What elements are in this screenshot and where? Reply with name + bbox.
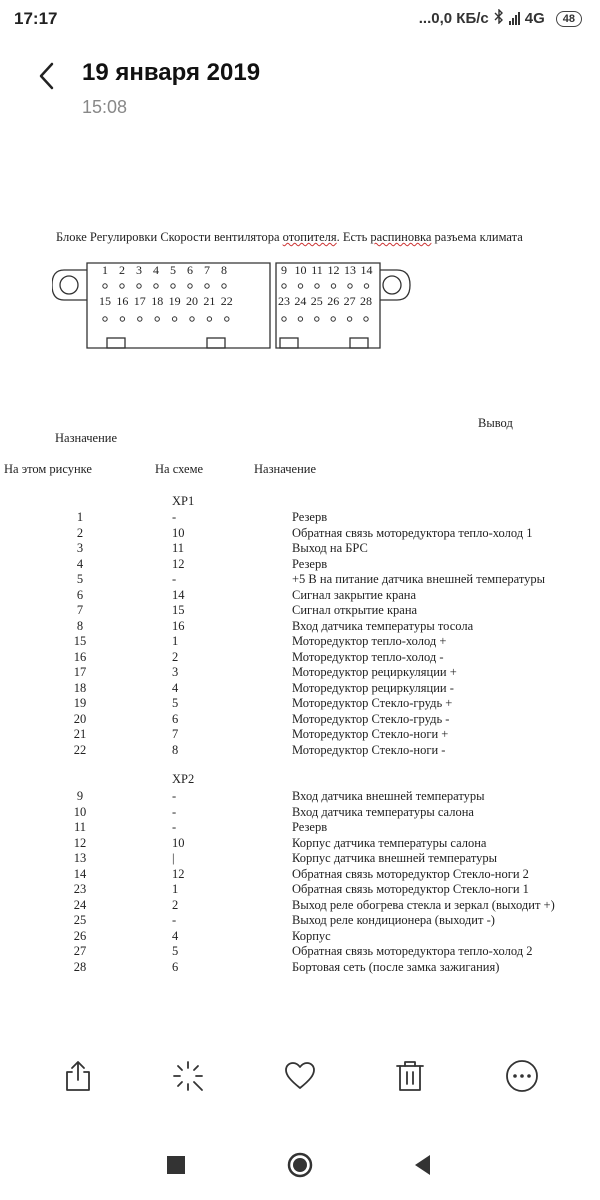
header-scheme: На схеме — [155, 462, 204, 476]
enhance-button[interactable] — [170, 1058, 206, 1094]
desc-cell: Выход реле кондиционера (выходит -) — [292, 913, 495, 927]
pin-cell: 21 — [73, 727, 87, 741]
pin-cell: 4 — [76, 556, 84, 571]
pin-dot — [315, 317, 319, 321]
table-row — [0, 510, 600, 526]
pin-cell: 13 — [73, 851, 87, 865]
table-row — [0, 836, 600, 852]
scheme-cell: - — [172, 913, 177, 927]
pin-label: 13 — [344, 263, 356, 277]
pin-cell: 8 — [76, 618, 84, 633]
share-button[interactable] — [60, 1058, 96, 1094]
pin-dot — [282, 284, 286, 288]
pin-cell: 1 — [76, 510, 84, 524]
desc-cell: Моторедуктор рециркуляции + — [292, 665, 457, 679]
scheme-cell: | — [172, 851, 175, 865]
delete-icon — [392, 1058, 428, 1094]
pin-cell: 28 — [73, 959, 87, 974]
pin-cell: 5 — [76, 572, 84, 586]
pin-cell: 18 — [73, 680, 87, 695]
pin-label: 1 — [102, 263, 108, 277]
pin-dot — [205, 284, 209, 288]
label-naznachenie: Назначение — [55, 431, 118, 445]
pin-label: 7 — [204, 263, 210, 277]
pin-dot — [103, 284, 107, 288]
desc-cell: Резерв — [292, 510, 328, 524]
pin-dot — [138, 317, 142, 321]
scheme-cell: - — [172, 510, 177, 524]
pin-label: 16 — [116, 294, 129, 308]
back-icon — [410, 1152, 436, 1178]
table-row — [0, 805, 600, 821]
table-row — [0, 681, 600, 697]
desc-cell: Вход датчика температуры салона — [292, 804, 474, 819]
pin-dot — [154, 284, 158, 288]
pin-label: 8 — [221, 263, 227, 277]
pin-label: 27 — [343, 294, 356, 308]
scheme-cell: 3 — [172, 665, 179, 679]
desc-cell: Обратная связь моторедуктора тепло-холод 2 — [292, 944, 533, 958]
table-row — [0, 526, 600, 542]
pin-dot — [364, 284, 368, 288]
pin-dot — [120, 317, 124, 321]
pin-dot — [331, 284, 335, 288]
page-title: 19 января 2019 — [82, 59, 261, 86]
pin-label: 2 — [119, 263, 125, 277]
group-xp2-label: XP2 — [172, 772, 195, 786]
scheme-cell: - — [172, 804, 177, 819]
pin-cell: 10 — [73, 804, 87, 819]
magic-icon — [170, 1058, 206, 1094]
pin-cell: 26 — [73, 928, 87, 943]
table-row — [0, 634, 600, 650]
desc-cell: Обратная связь моторедуктор Стекло-ноги 2 — [292, 866, 529, 881]
table-row — [0, 789, 600, 805]
pin-cell: 24 — [73, 897, 87, 912]
more-icon — [504, 1058, 540, 1094]
pin-dot — [298, 284, 302, 288]
table-row — [0, 929, 600, 945]
table-row — [0, 619, 600, 635]
table-row — [0, 603, 600, 619]
pin-label: 24 — [294, 294, 307, 308]
pin-dot — [207, 317, 211, 321]
scheme-cell: 2 — [172, 897, 179, 912]
scheme-cell: - — [172, 789, 177, 803]
header-purpose: Назначение — [254, 462, 317, 476]
table-header — [0, 462, 600, 478]
network-type: 4G — [524, 10, 545, 27]
desc-cell: Вход датчика внешней температуры — [292, 789, 485, 803]
pin-label: 19 — [168, 294, 181, 308]
signal-icon — [509, 12, 520, 25]
scheme-cell: 16 — [172, 618, 185, 633]
pin-cell: 11 — [73, 820, 87, 834]
header-picture: На этом рисунке — [4, 462, 92, 476]
table-row — [0, 743, 600, 759]
desc-cell: Моторедуктор Стекло-ноги + — [292, 727, 449, 741]
pin-cell: 20 — [73, 711, 87, 726]
desc-cell: Выход реле обогрева стекла и зеркал (выходит +) — [292, 897, 555, 912]
pin-dot — [222, 284, 226, 288]
page-subtitle: 15:08 — [82, 97, 128, 117]
desc-cell: Моторедуктор Стекло-грудь + — [292, 696, 453, 710]
pin-dot — [120, 284, 124, 288]
recents-button[interactable] — [163, 1152, 189, 1178]
pin-dot — [364, 317, 368, 321]
pin-dot — [172, 317, 176, 321]
pin-cell: 25 — [73, 913, 87, 927]
table-row — [0, 944, 600, 960]
bottom-toolbar — [0, 1050, 600, 1100]
table-row — [0, 572, 600, 588]
pin-label: 23 — [278, 294, 290, 308]
pin-dot — [171, 284, 175, 288]
scheme-cell: - — [172, 572, 177, 586]
pin-label: 11 — [311, 263, 323, 277]
delete-button[interactable] — [392, 1058, 428, 1094]
table-row — [0, 650, 600, 666]
pin-dot — [298, 317, 302, 321]
table-row — [0, 913, 600, 929]
scheme-cell: 8 — [172, 742, 179, 757]
pin-cell: 2 — [76, 525, 84, 540]
pin-cell: 17 — [73, 665, 87, 679]
bluetooth-icon — [494, 9, 504, 28]
scheme-cell: 1 — [172, 882, 179, 896]
pin-dot — [315, 284, 319, 288]
table-row — [0, 712, 600, 728]
intro-text: Блоке Регулировки Скорости вентилятора отопителя. Есть распиновка разъема климата — [56, 230, 523, 244]
pin-label: 3 — [136, 263, 142, 277]
pin-cell: 15 — [73, 634, 87, 648]
pin-cell: 7 — [76, 603, 84, 617]
desc-cell: Корпус — [292, 928, 331, 943]
desc-cell: Резерв — [292, 820, 328, 834]
pin-cell: 16 — [73, 649, 87, 664]
pin-cell: 12 — [73, 835, 87, 850]
scheme-cell: 14 — [172, 587, 185, 602]
desc-cell: Моторедуктор Стекло-грудь - — [292, 711, 450, 726]
pin-cell: 22 — [73, 742, 87, 757]
scheme-cell: 6 — [172, 711, 179, 726]
pin-dot — [190, 317, 194, 321]
table-row — [0, 898, 600, 914]
pin-cell: 3 — [76, 541, 84, 555]
desc-cell: Моторедуктор тепло-холод + — [292, 634, 447, 648]
pin-label: 10 — [294, 263, 307, 277]
desc-cell: Сигнал открытие крана — [292, 603, 418, 617]
scheme-cell: 10 — [172, 525, 185, 540]
more-button[interactable] — [504, 1058, 540, 1094]
scheme-cell: 7 — [172, 727, 179, 741]
back-arrow-icon — [36, 61, 64, 91]
table-row — [0, 867, 600, 883]
scheme-cell: 12 — [172, 556, 185, 571]
pin-cell: 14 — [73, 866, 87, 881]
back-button[interactable] — [36, 61, 64, 91]
scheme-cell: - — [172, 820, 177, 834]
pin-label: 6 — [187, 263, 193, 277]
connector-diagram — [52, 258, 412, 353]
desc-cell: Корпус датчика температуры салона — [292, 835, 487, 850]
desc-cell: Обратная связь моторедуктор Стекло-ноги 1 — [292, 882, 529, 896]
pin-label: 20 — [186, 294, 198, 308]
label-vyvod: Вывод — [478, 416, 513, 430]
desc-cell: Корпус датчика внешней температуры — [292, 851, 498, 865]
table-row — [0, 960, 600, 976]
pin-label: 25 — [310, 294, 323, 308]
pin-label: 28 — [360, 294, 372, 308]
pin-dot — [155, 317, 159, 321]
desc-cell: Вход датчика температуры тосола — [292, 618, 474, 633]
scheme-cell: 5 — [172, 944, 179, 958]
desc-cell: Моторедуктор тепло-холод - — [292, 649, 444, 664]
pin-dot — [282, 317, 286, 321]
pin-label: 14 — [360, 263, 373, 277]
pin-cell: 19 — [73, 696, 87, 710]
recents-icon — [163, 1152, 189, 1178]
scheme-cell: 11 — [172, 541, 185, 555]
pin-dot — [347, 317, 351, 321]
system-nav-bar — [0, 1140, 600, 1190]
pin-label: 22 — [220, 294, 233, 308]
pin-cell: 27 — [73, 944, 87, 958]
home-button[interactable] — [287, 1152, 313, 1178]
scheme-cell: 5 — [172, 696, 179, 710]
net-speed: ...0,0 КБ/с — [418, 10, 489, 27]
desc-cell: Моторедуктор Стекло-ноги - — [292, 742, 446, 757]
favorite-button[interactable] — [282, 1058, 318, 1094]
pin-label: 4 — [153, 263, 159, 277]
pin-cell: 23 — [73, 882, 87, 896]
pin-label: 26 — [327, 294, 340, 308]
favorite-icon — [282, 1058, 318, 1094]
pin-dot — [103, 317, 107, 321]
pin-label: 18 — [151, 294, 164, 308]
desc-cell: Обратная связь моторедуктора тепло-холод 1 — [292, 525, 533, 540]
table-row — [0, 727, 600, 743]
table-row — [0, 665, 600, 681]
status-bar — [0, 0, 600, 40]
desc-cell: +5 В на питание датчика внешней температуры — [292, 572, 546, 586]
desc-cell: Бортовая сеть (после замка зажигания) — [292, 959, 500, 974]
status-time: 17:17 — [14, 9, 58, 28]
document-image — [0, 200, 600, 1000]
pin-label: 17 — [133, 294, 146, 308]
table-row — [0, 882, 600, 898]
app-header — [0, 45, 600, 125]
pin-dot — [137, 284, 141, 288]
pin-label: 9 — [281, 263, 287, 277]
scheme-cell: 12 — [172, 866, 185, 881]
status-icons — [419, 9, 582, 28]
pin-label: 21 — [203, 294, 216, 308]
table-row — [0, 820, 600, 836]
table-row — [0, 696, 600, 712]
table-row — [0, 588, 600, 604]
scheme-cell: 1 — [172, 634, 179, 648]
desc-cell: Сигнал закрытие крана — [292, 587, 417, 602]
share-icon — [60, 1058, 96, 1094]
pin-dot — [331, 317, 335, 321]
scheme-cell: 2 — [172, 649, 179, 664]
scheme-cell: 15 — [172, 603, 185, 617]
pin-dot — [225, 317, 229, 321]
battery-icon: 48 — [556, 11, 582, 27]
desc-cell: Резерв — [292, 556, 328, 571]
group-xp1-label: XP1 — [172, 494, 195, 508]
table-row — [0, 541, 600, 557]
scheme-cell: 4 — [172, 928, 179, 943]
scheme-cell: 10 — [172, 835, 185, 850]
pin-cell: 9 — [76, 789, 84, 803]
table-row — [0, 557, 600, 573]
pin-label: 5 — [170, 263, 176, 277]
home-icon — [287, 1152, 313, 1178]
desc-cell: Моторедуктор рециркуляции - — [292, 680, 454, 695]
table-row — [0, 851, 600, 867]
desc-cell: Выход на БРС — [292, 541, 368, 555]
scheme-cell: 4 — [172, 680, 179, 695]
pin-dot — [348, 284, 352, 288]
nav-back-button[interactable] — [410, 1152, 436, 1178]
pin-cell: 6 — [76, 587, 84, 602]
scheme-cell: 6 — [172, 959, 179, 974]
pin-dot — [188, 284, 192, 288]
pin-label: 12 — [327, 263, 340, 277]
pin-label: 15 — [99, 294, 111, 308]
